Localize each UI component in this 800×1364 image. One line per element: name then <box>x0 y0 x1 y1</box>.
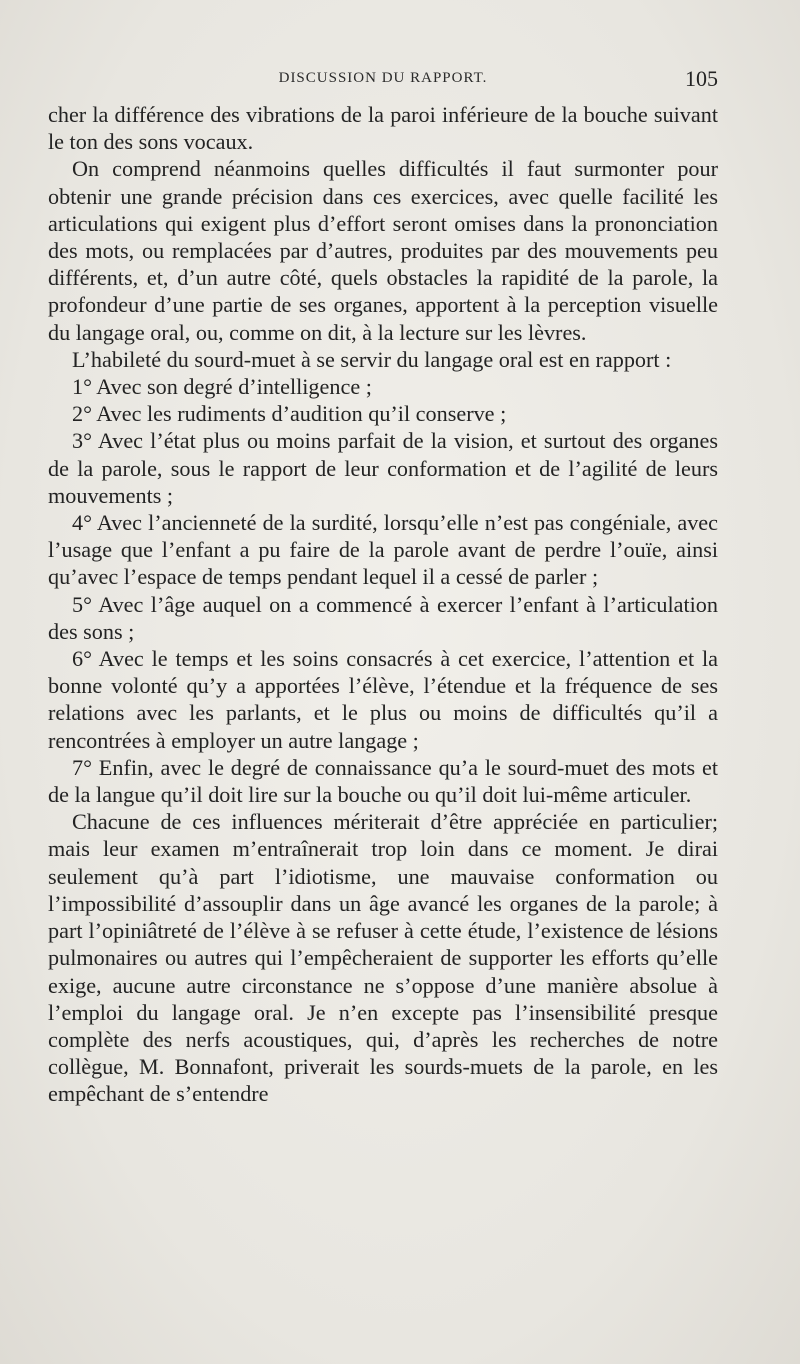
paragraph-continuation: cher la différence des vibrations de la paroi inférieure de la bouche suivant le ton des sons vocaux. <box>48 102 718 155</box>
list-item-4: 4° Avec l’ancienneté de la surdité, lorsqu’elle n’est pas congéniale, avec l’usage que l’enfant a pu faire de la parole avant de perdre l’ouïe, ainsi qu’avec l’espace de temps pendant lequel il a cessé de parler ; <box>48 510 718 590</box>
list-item-6: 6° Avec le temps et les soins consacrés à cet exercice, l’attention et la bonne volonté qu’y a apportées l’élève, l’étendue et la fréquence de ses relations avec les parlants, et le plus ou moins de difficultés qu’il a rencontrées à employer un autre langage ; <box>48 646 718 753</box>
paragraph-difficulties: On comprend néanmoins quelles difficultés il faut surmonter pour obtenir une grande précision dans ces exercices, avec quelle facilité les articulations qui exigent plus d’effort seront omises dans la prononciation des mots, ou remplacées par d’autres, produites par des mouvements peu différents, et, d’un autre côté, quels obstacles la rapidité de la parole, la profondeur d’une partie de ses organes, apportent à la perception visuelle du langage oral, ou, comme on dit, à la lecture sur les lèvres. <box>48 156 718 345</box>
page-header <box>48 66 718 96</box>
list-item-5: 5° Avec l’âge auquel on a commencé à exercer l’enfant à l’articulation des sons ; <box>48 591 718 644</box>
body-text <box>48 101 718 1108</box>
list-item-1: 1° Avec son degré d’intelligence ; <box>72 374 372 400</box>
page-number: 105 <box>685 66 718 91</box>
list-item-3: 3° Avec l’état plus ou moins parfait de la vision, et surtout des organes de la parole, sous le rapport de leur conformation et de l’agilité de leurs mouvements ; <box>48 428 718 508</box>
paragraph-influences: Chacune de ces influences mériterait d’être appréciée en particulier; mais leur examen m’entraînerait trop loin dans ce moment. Je dirai seulement qu’à part l’idiotisme, une mauvaise conformation ou l’impossibilité d’assouplir dans un âge avancé les organes de la parole; à part l’opiniâtreté de l’élève à se refuser à cette étude, l’existence de lésions pulmonaires ou autres qui l’empêcheraient de supporter les efforts qu’elle exige, aucune autre circonstance ne s’oppose d’une manière absolue à l’emploi du langage oral. Je n’en excepte pas l’insensibilité presque complète des nerfs acoustiques, qui, d’après les recherches de notre collègue, M. Bonnafont, priverait les sourds-muets de la parole, en les empêchant de s’entendre <box>48 809 718 1107</box>
list-item-7: 7° Enfin, avec le degré de connaissance qu’a le sourd-muet des mots et de la langue qu’il doit lire sur la bouche ou qu’il doit lui-même articuler. <box>48 754 718 808</box>
running-title: DISCUSSION DU RAPPORT. <box>278 70 488 86</box>
paragraph-habilete: L’habileté du sourd-muet à se servir du langage oral est en rapport : <box>72 346 672 372</box>
list-item-2: 2° Avec les rudiments d’audition qu’il conserve ; <box>72 401 507 427</box>
